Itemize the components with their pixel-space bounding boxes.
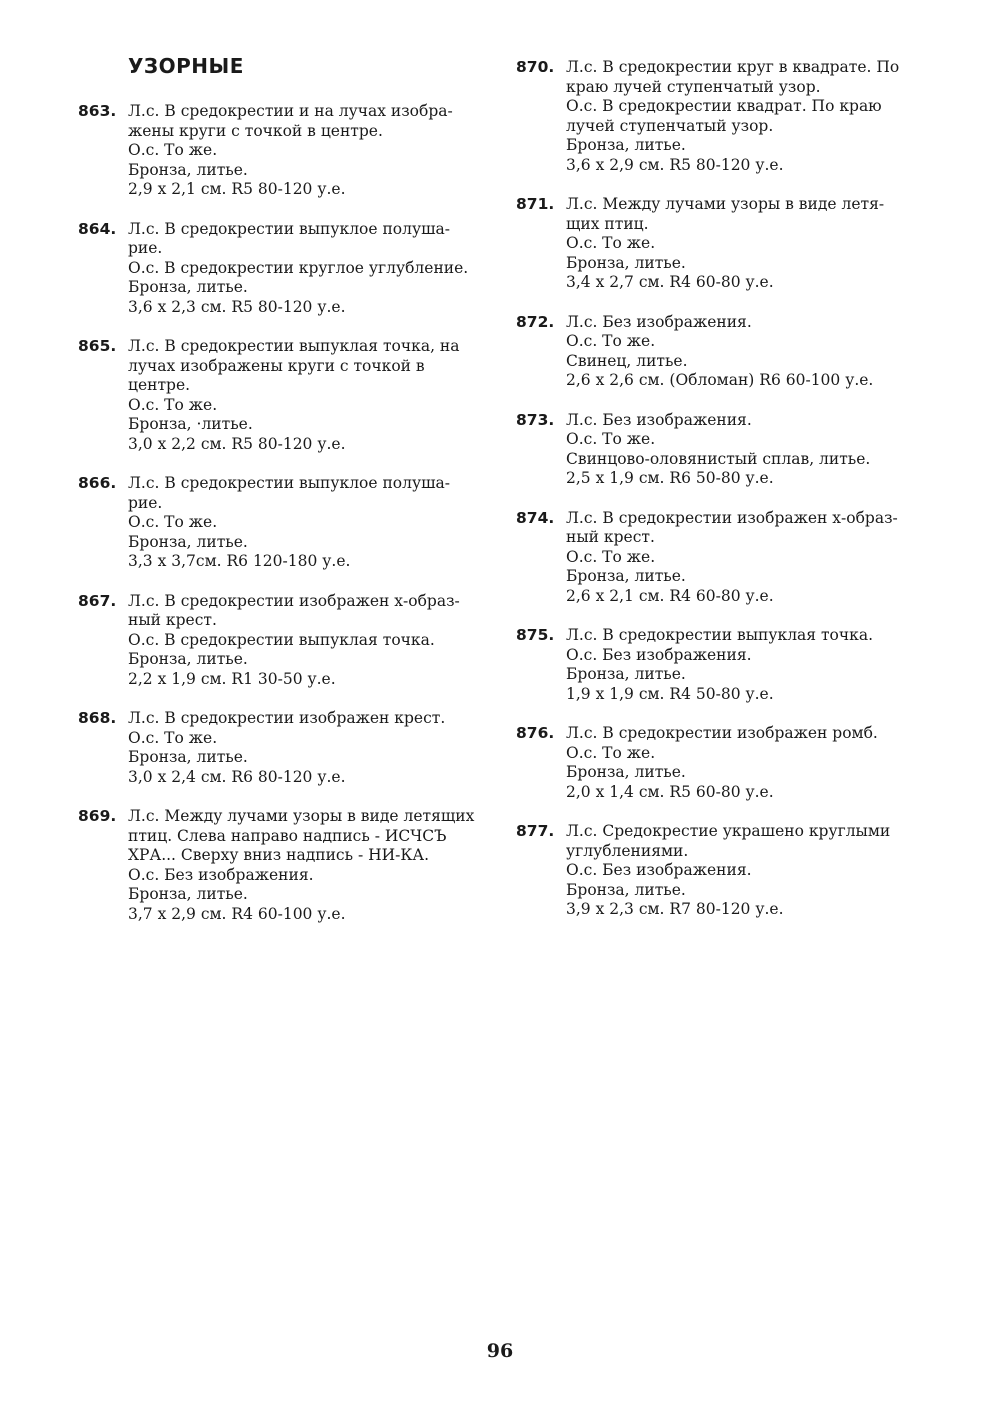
entry-text-line: 3,7 х 2,9 см. R4 60-100 у.е. bbox=[128, 904, 346, 923]
entry-text-line: Бронза, литье. bbox=[566, 880, 686, 899]
entry-text-line: Л.с. Без изображения. bbox=[566, 410, 752, 429]
left-column bbox=[78, 102, 488, 944]
entry-text-line: Бронза, литье. bbox=[128, 160, 248, 179]
entry-text-line: Л.с. В средокрестии изображен х-образ- bbox=[128, 591, 460, 610]
entry-text-line: 1,9 х 1,9 см. R4 50-80 у.е. bbox=[566, 684, 774, 703]
entry-text-line: О.с. В средокрестии выпуклая точка. bbox=[128, 630, 435, 649]
entry-text-line: 3,0 х 2,4 см. R6 80-120 у.е. bbox=[128, 767, 346, 786]
entry-text-line: рие. bbox=[128, 493, 163, 512]
entry-text-line: О.с. То же. bbox=[566, 332, 656, 350]
entry-text-line: Л.с. В средокрестии выпуклая точка. bbox=[566, 626, 873, 644]
entry-text-line: 3,9 х 2,3 см. R7 80-120 у.е. bbox=[566, 900, 784, 918]
entry-number: 865. bbox=[78, 337, 117, 355]
catalog-entry bbox=[516, 822, 926, 920]
entry-text-line: Л.с. В средокрестии изображен крест. bbox=[128, 709, 446, 727]
entry-number: 867. bbox=[78, 591, 117, 610]
entry-text-line: Л.с. В средокрестии выпуклая точка, на bbox=[128, 337, 460, 355]
entry-text-line: 2,6 х 2,1 см. R4 60-80 у.е. bbox=[566, 586, 774, 605]
entry-number: 871. bbox=[516, 195, 555, 213]
entry-text-line: Бронза, литье. bbox=[566, 136, 686, 154]
entry-text-line: Л.с. В средокрестии выпуклое полуша- bbox=[128, 474, 450, 492]
catalog-entry bbox=[78, 592, 488, 690]
entry-text-line: О.с. То же. bbox=[566, 547, 656, 566]
entry-text-line: Бронза, литье. bbox=[566, 253, 686, 272]
entry-text-line: Бронза, литье. bbox=[128, 748, 248, 766]
entry-text-line: О.с. То же. bbox=[566, 234, 656, 252]
entry-text-line: 3,3 х 3,7см. R6 120-180 у.е. bbox=[128, 552, 351, 570]
entry-text-line: птиц. Слева направо надпись - ИСЧСЪ bbox=[128, 826, 447, 845]
catalog-entry bbox=[516, 58, 926, 175]
entry-text-line: ный крест. bbox=[128, 611, 217, 629]
entry-text-line: ХРА... Сверху вниз надпись - НИ-КА. bbox=[128, 846, 430, 864]
catalog-entry bbox=[516, 724, 926, 802]
entry-text-line: углублениями. bbox=[566, 841, 689, 860]
entry-text-line: рие. bbox=[128, 239, 163, 257]
entry-number: 872. bbox=[516, 312, 555, 331]
entry-text-line: Л.с. Между лучами узоры в виде летя- bbox=[566, 195, 885, 213]
page-number: 96 bbox=[486, 1340, 514, 1362]
catalog-entry bbox=[78, 709, 488, 787]
entry-text-line: Л.с. Между лучами узоры в виде летящих bbox=[128, 807, 475, 825]
entry-text-line: О.с. В средокрестии квадрат. По краю bbox=[566, 97, 882, 115]
entry-number: 875. bbox=[516, 626, 555, 644]
entry-text-line: О.с. Без изображения. bbox=[566, 861, 752, 879]
entry-text-line: лучах изображены круги с точкой в bbox=[128, 356, 425, 375]
entry-number: 876. bbox=[516, 724, 555, 742]
entry-text-line: Л.с. Без изображения. bbox=[566, 312, 752, 331]
entry-text-line: О.с. То же. bbox=[128, 728, 218, 747]
entry-text-line: О.с. То же. bbox=[128, 513, 218, 531]
entry-text-line: О.с. То же. bbox=[128, 395, 218, 414]
entry-text-line: Л.с. В средокрестии выпуклое полуша- bbox=[128, 219, 450, 238]
right-column bbox=[516, 58, 926, 940]
entry-text-line: О.с. То же. bbox=[566, 430, 656, 448]
catalog-entry bbox=[78, 102, 488, 200]
entry-text-line: О.с. То же. bbox=[566, 743, 656, 762]
entry-text-line: Свинец, литье. bbox=[566, 351, 688, 370]
entry-number: 869. bbox=[78, 807, 117, 825]
entry-text-line: Л.с. В средокрестии изображен ромб. bbox=[566, 724, 878, 742]
entry-text-line: Л.с. В средокрестии круг в квадрате. По bbox=[566, 58, 900, 76]
entry-text-line: Свинцово-оловянистый сплав, литье. bbox=[566, 449, 871, 468]
entry-text-line: Бронза, литье. bbox=[566, 567, 686, 585]
entry-text-line: центре. bbox=[128, 376, 191, 394]
entry-text-line: Л.с. Средокрестие украшено круглыми bbox=[566, 822, 891, 840]
entry-text-line: О.с. Без изображения. bbox=[128, 865, 314, 884]
entry-text-line: 3,6 х 2,9 см. R5 80-120 у.е. bbox=[566, 155, 784, 174]
entry-text-line: 3,0 х 2,2 см. R5 80-120 у.е. bbox=[128, 434, 346, 453]
catalog-entry bbox=[78, 337, 488, 454]
entry-text-line: 2,2 х 1,9 см. R1 30-50 у.е. bbox=[128, 669, 336, 688]
entry-number: 866. bbox=[78, 474, 117, 492]
entry-text-line: Бронза, литье. bbox=[128, 278, 248, 296]
entry-text-line: О.с. То же. bbox=[128, 141, 218, 159]
entry-text-line: О.с. Без изображения. bbox=[566, 645, 752, 664]
entry-text-line: Бронза, литье. bbox=[128, 532, 248, 551]
entry-text-line: щих птиц. bbox=[566, 214, 649, 233]
entry-text-line: краю лучей ступенчатый узор. bbox=[566, 77, 821, 96]
entry-text-line: ный крест. bbox=[566, 528, 655, 546]
entry-text-line: Бронза, ·литье. bbox=[128, 415, 253, 433]
catalog-entry bbox=[516, 195, 926, 293]
entry-text-line: Бронза, литье. bbox=[566, 763, 686, 781]
catalog-entry bbox=[516, 509, 926, 607]
catalog-entry bbox=[516, 313, 926, 391]
catalog-entry bbox=[516, 626, 926, 704]
entry-text-line: Бронза, литье. bbox=[128, 650, 248, 668]
catalog-entry bbox=[78, 220, 488, 318]
entry-text-line: О.с. В средокрестии круглое углубление. bbox=[128, 258, 469, 277]
entry-number: 864. bbox=[78, 219, 117, 238]
entry-text-line: жены круги с точкой в центре. bbox=[128, 121, 383, 140]
entry-number: 868. bbox=[78, 709, 117, 727]
entry-number: 874. bbox=[516, 508, 555, 527]
entry-number: 873. bbox=[516, 410, 555, 429]
catalog-entry bbox=[78, 474, 488, 572]
entry-number: 863. bbox=[78, 102, 117, 120]
entry-text-line: 2,6 х 2,6 см. (Обломан) R6 60-100 у.е. bbox=[566, 371, 874, 389]
entry-text-line: 2,5 х 1,9 см. R6 50-80 у.е. bbox=[566, 469, 774, 487]
catalog-entry bbox=[78, 807, 488, 924]
entry-text-line: Бронза, литье. bbox=[566, 665, 686, 683]
entry-text-line: 3,4 х 2,7 см. R4 60-80 у.е. bbox=[566, 273, 774, 291]
entry-text-line: лучей ступенчатый узор. bbox=[566, 116, 774, 135]
entry-text-line: Л.с. В средокрестии и на лучах изобра- bbox=[128, 102, 453, 120]
catalog-entry bbox=[516, 411, 926, 489]
entry-text-line: 3,6 х 2,3 см. R5 80-120 у.е. bbox=[128, 297, 346, 316]
entry-text-line: 2,9 х 2,1 см. R5 80-120 у.е. bbox=[128, 180, 346, 198]
entry-number: 877. bbox=[516, 822, 555, 840]
entry-text-line: Бронза, литье. bbox=[128, 885, 248, 903]
entry-text-line: Л.с. В средокрестии изображен х-образ- bbox=[566, 508, 898, 527]
entry-number: 870. bbox=[516, 58, 555, 76]
entry-text-line: 2,0 х 1,4 см. R5 60-80 у.е. bbox=[566, 782, 774, 801]
section-title: УЗОРНЫЕ bbox=[128, 54, 244, 78]
